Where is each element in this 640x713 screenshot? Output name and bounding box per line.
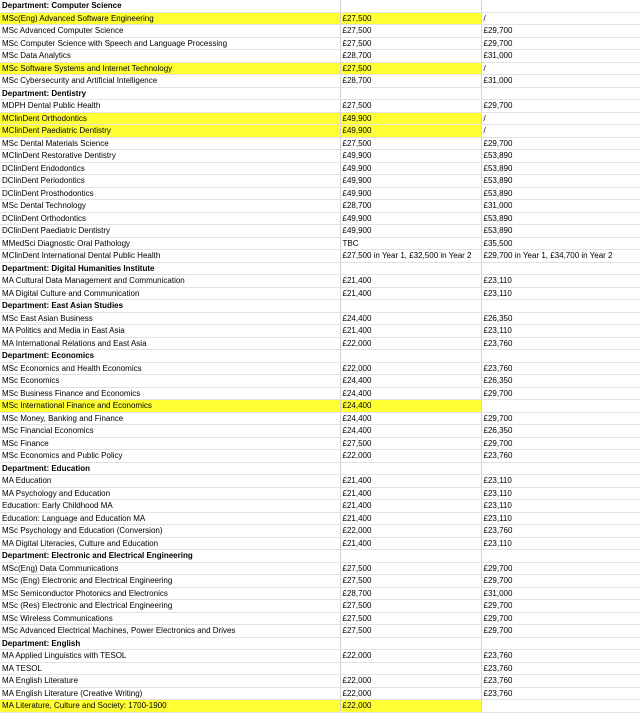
course-row <box>0 575 640 588</box>
fee-cell[interactable] <box>481 350 640 363</box>
course-row <box>0 237 640 250</box>
fee-cell[interactable]: £22,000 <box>340 700 481 713</box>
course-name-cell[interactable]: MA Cultural Data Management and Communication <box>0 275 340 288</box>
course-name-cell[interactable]: MA Politics and Media in East Asia <box>0 325 340 338</box>
fee-cell[interactable]: £29,700 <box>481 575 640 588</box>
course-row <box>0 25 640 38</box>
fee-cell[interactable]: £29,700 <box>481 100 640 113</box>
fee-cell[interactable]: £23,760 <box>481 687 640 700</box>
fee-cell[interactable] <box>481 300 640 313</box>
fee-cell[interactable] <box>340 637 481 650</box>
fee-cell[interactable] <box>481 0 640 12</box>
fee-cell[interactable]: £26,350 <box>481 375 640 388</box>
course-row <box>0 50 640 63</box>
course-row <box>0 400 640 413</box>
fee-cell[interactable]: £24,400 <box>340 400 481 413</box>
fee-cell[interactable]: £23,110 <box>481 500 640 513</box>
fee-cell[interactable]: £22,000 <box>340 687 481 700</box>
fee-cell[interactable] <box>481 637 640 650</box>
course-row <box>0 112 640 125</box>
fee-cell[interactable]: £23,110 <box>481 275 640 288</box>
course-row <box>0 325 640 338</box>
fee-cell[interactable] <box>481 700 640 713</box>
course-row <box>0 362 640 375</box>
fee-cell[interactable]: £23,110 <box>481 487 640 500</box>
course-row <box>0 562 640 575</box>
fee-cell[interactable]: £53,890 <box>481 225 640 238</box>
fee-cell[interactable]: £31,000 <box>481 200 640 213</box>
fee-cell[interactable]: / <box>481 62 640 75</box>
course-row <box>0 587 640 600</box>
fee-cell[interactable]: £53,890 <box>481 212 640 225</box>
course-name-cell[interactable]: MSc Business Finance and Economics <box>0 387 340 400</box>
fee-cell[interactable]: £29,700 <box>481 25 640 38</box>
fee-cell[interactable]: £49,900 <box>340 212 481 225</box>
fee-cell[interactable]: £29,700 <box>481 600 640 613</box>
course-row <box>0 187 640 200</box>
department-name-cell[interactable]: Department: Education <box>0 462 340 475</box>
fee-cell[interactable]: £24,400 <box>340 425 481 438</box>
fee-cell[interactable]: / <box>481 112 640 125</box>
fee-cell[interactable]: £27,500 in Year 1, £32,500 in Year 2 <box>340 250 481 263</box>
course-name-cell[interactable]: MClinDent Orthodontics <box>0 112 340 125</box>
course-name-cell[interactable]: MSc (Eng) Electronic and Electrical Engineering <box>0 575 340 588</box>
course-row <box>0 337 640 350</box>
fee-cell[interactable]: £21,400 <box>340 512 481 525</box>
course-row <box>0 250 640 263</box>
course-name-cell[interactable]: MSc Computer Science with Speech and Language Processing <box>0 37 340 50</box>
course-name-cell[interactable]: MSc Economics <box>0 375 340 388</box>
fee-cell[interactable]: £23,760 <box>481 525 640 538</box>
fee-cell[interactable]: £29,700 <box>481 612 640 625</box>
course-name-cell[interactable]: MSc Economics and Public Policy <box>0 450 340 463</box>
department-name-cell[interactable]: Department: Economics <box>0 350 340 363</box>
fee-cell[interactable] <box>340 350 481 363</box>
fee-cell[interactable] <box>340 300 481 313</box>
course-row <box>0 612 640 625</box>
course-name-cell[interactable]: MSc Software Systems and Internet Technology <box>0 62 340 75</box>
fee-cell[interactable]: £49,900 <box>340 225 481 238</box>
course-row <box>0 375 640 388</box>
department-header-row <box>0 637 640 650</box>
department-header-row <box>0 262 640 275</box>
fee-cell[interactable]: £22,000 <box>340 675 481 688</box>
fee-cell[interactable]: TBC <box>340 237 481 250</box>
course-row <box>0 150 640 163</box>
course-name-cell[interactable]: MSc Psychology and Education (Conversion) <box>0 525 340 538</box>
fee-cell[interactable]: £24,400 <box>340 375 481 388</box>
fee-cell[interactable]: £23,760 <box>481 337 640 350</box>
course-name-cell[interactable]: MSc Semiconductor Photonics and Electronics <box>0 587 340 600</box>
course-name-cell[interactable]: MClinDent International Dental Public Health <box>0 250 340 263</box>
course-row <box>0 212 640 225</box>
course-row <box>0 425 640 438</box>
department-name-cell[interactable]: Department: East Asian Studies <box>0 300 340 313</box>
fee-cell[interactable]: £27,500 <box>340 37 481 50</box>
fee-cell[interactable]: £23,110 <box>481 287 640 300</box>
course-row <box>0 312 640 325</box>
course-name-cell[interactable]: MSc Advanced Computer Science <box>0 25 340 38</box>
fee-cell[interactable]: £21,400 <box>340 500 481 513</box>
course-row <box>0 287 640 300</box>
fee-cell[interactable]: £27,500 <box>340 575 481 588</box>
fee-cell[interactable]: £28,700 <box>340 75 481 88</box>
department-name-cell[interactable]: Department: Computer Science <box>0 0 340 12</box>
fee-cell[interactable]: £27,500 <box>340 12 481 25</box>
course-name-cell[interactable]: DClinDent Prosthodontics <box>0 187 340 200</box>
course-row <box>0 687 640 700</box>
fee-cell[interactable]: £23,110 <box>481 512 640 525</box>
department-name-cell[interactable]: Department: Dentistry <box>0 87 340 100</box>
course-name-cell[interactable]: DClinDent Orthodontics <box>0 212 340 225</box>
course-row <box>0 75 640 88</box>
fee-cell[interactable]: £23,110 <box>481 537 640 550</box>
fee-cell[interactable]: £31,000 <box>481 587 640 600</box>
fee-cell[interactable]: £29,700 <box>481 137 640 150</box>
fee-cell[interactable]: £27,500 <box>340 562 481 575</box>
fee-cell[interactable]: £27,500 <box>340 137 481 150</box>
fee-cell[interactable]: £23,760 <box>481 675 640 688</box>
course-name-cell[interactable]: MA Literature, Culture and Society: 1700-1900 <box>0 700 340 713</box>
course-name-cell[interactable]: Education: Language and Education MA <box>0 512 340 525</box>
course-name-cell[interactable]: MSc Wireless Communications <box>0 612 340 625</box>
fee-cell[interactable]: £49,900 <box>340 162 481 175</box>
course-row <box>0 650 640 663</box>
department-header-row <box>0 0 640 12</box>
fee-cell[interactable]: £53,890 <box>481 150 640 163</box>
fee-cell[interactable]: £22,000 <box>340 650 481 663</box>
fee-cell[interactable]: £49,900 <box>340 175 481 188</box>
fee-cell[interactable]: £49,900 <box>340 187 481 200</box>
fee-cell[interactable]: £53,890 <box>481 187 640 200</box>
course-row <box>0 412 640 425</box>
fee-cell[interactable] <box>481 262 640 275</box>
course-row <box>0 450 640 463</box>
fee-cell[interactable] <box>340 0 481 12</box>
department-name-cell[interactable]: Department: English <box>0 637 340 650</box>
fee-cell[interactable]: £21,400 <box>340 275 481 288</box>
fee-cell[interactable]: £21,400 <box>340 287 481 300</box>
course-row <box>0 275 640 288</box>
course-name-cell[interactable]: DClinDent Paediatric Dentistry <box>0 225 340 238</box>
fee-cell[interactable]: £49,900 <box>340 150 481 163</box>
department-header-row <box>0 550 640 563</box>
department-header-row <box>0 350 640 363</box>
fee-cell[interactable] <box>481 550 640 563</box>
course-row <box>0 100 640 113</box>
fee-cell[interactable]: £29,700 <box>481 37 640 50</box>
course-row <box>0 437 640 450</box>
course-name-cell[interactable]: MClinDent Restorative Dentistry <box>0 150 340 163</box>
fee-cell[interactable]: £23,760 <box>481 362 640 375</box>
course-name-cell[interactable]: MSc (Res) Electronic and Electrical Engineering <box>0 600 340 613</box>
course-name-cell[interactable]: MSc(Eng) Advanced Software Engineering <box>0 12 340 25</box>
fee-cell[interactable] <box>340 662 481 675</box>
course-row <box>0 675 640 688</box>
course-row <box>0 475 640 488</box>
fee-cell[interactable]: £27,500 <box>340 25 481 38</box>
course-row <box>0 137 640 150</box>
fee-cell[interactable]: £29,700 <box>481 562 640 575</box>
course-name-cell[interactable]: MA Applied Linguistics with TESOL <box>0 650 340 663</box>
course-row <box>0 37 640 50</box>
fee-cell[interactable] <box>481 400 640 413</box>
course-row <box>0 387 640 400</box>
fee-cell[interactable]: £26,350 <box>481 312 640 325</box>
course-row <box>0 537 640 550</box>
course-name-cell[interactable]: MSc Money, Banking and Finance <box>0 412 340 425</box>
fee-cell[interactable] <box>340 462 481 475</box>
fee-cell[interactable]: £27,500 <box>340 600 481 613</box>
course-name-cell[interactable]: MA Education <box>0 475 340 488</box>
fee-cell[interactable]: £29,700 <box>481 412 640 425</box>
fee-cell[interactable]: £53,890 <box>481 175 640 188</box>
fee-cell[interactable]: £31,000 <box>481 75 640 88</box>
course-row <box>0 600 640 613</box>
fee-cell[interactable]: £35,500 <box>481 237 640 250</box>
course-name-cell[interactable]: MSc Dental Materials Science <box>0 137 340 150</box>
fee-cell[interactable]: / <box>481 12 640 25</box>
fee-cell[interactable]: £29,700 in Year 1, £34,700 in Year 2 <box>481 250 640 263</box>
fee-cell[interactable]: £49,900 <box>340 112 481 125</box>
course-name-cell[interactable]: MSc Economics and Health Economics <box>0 362 340 375</box>
fee-cell[interactable] <box>340 262 481 275</box>
fee-cell[interactable]: £49,900 <box>340 125 481 138</box>
course-name-cell[interactable]: MSc Cybersecurity and Artificial Intelligence <box>0 75 340 88</box>
course-row <box>0 12 640 25</box>
course-name-cell[interactable]: MA English Literature (Creative Writing) <box>0 687 340 700</box>
course-name-cell[interactable]: MSc Advanced Electrical Machines, Power Electronics and Drives <box>0 625 340 638</box>
course-name-cell[interactable]: MSc Financial Economics <box>0 425 340 438</box>
fee-cell[interactable] <box>340 87 481 100</box>
fee-cell[interactable]: £27,500 <box>340 62 481 75</box>
course-name-cell[interactable]: MSc East Asian Business <box>0 312 340 325</box>
course-name-cell[interactable]: MA Digital Literacies, Culture and Education <box>0 537 340 550</box>
fee-cell[interactable]: £21,400 <box>340 487 481 500</box>
fee-cell[interactable]: £21,400 <box>340 325 481 338</box>
course-name-cell[interactable]: MA Digital Culture and Communication <box>0 287 340 300</box>
course-row <box>0 162 640 175</box>
fee-cell[interactable]: £22,000 <box>340 337 481 350</box>
fee-cell[interactable]: £23,760 <box>481 662 640 675</box>
fee-cell[interactable]: £29,700 <box>481 437 640 450</box>
course-name-cell[interactable]: MSc Data Analytics <box>0 50 340 63</box>
fee-cell[interactable] <box>481 87 640 100</box>
fee-cell[interactable]: £24,400 <box>340 312 481 325</box>
course-row <box>0 512 640 525</box>
fee-cell[interactable]: £26,350 <box>481 425 640 438</box>
fee-cell[interactable]: £22,000 <box>340 525 481 538</box>
course-row <box>0 487 640 500</box>
course-row <box>0 175 640 188</box>
fee-cell[interactable] <box>481 462 640 475</box>
course-name-cell[interactable]: MSc Dental Technology <box>0 200 340 213</box>
course-name-cell[interactable]: DClinDent Periodontics <box>0 175 340 188</box>
fee-cell[interactable]: £28,700 <box>340 200 481 213</box>
fee-cell[interactable]: £23,760 <box>481 650 640 663</box>
course-name-cell[interactable]: MSc(Eng) Data Communications <box>0 562 340 575</box>
course-name-cell[interactable]: MA TESOL <box>0 662 340 675</box>
fee-cell[interactable]: £31,000 <box>481 50 640 63</box>
fee-cell[interactable]: £21,400 <box>340 475 481 488</box>
fee-cell[interactable]: £27,500 <box>340 100 481 113</box>
department-name-cell[interactable]: Department: Electronic and Electrical Engineering <box>0 550 340 563</box>
fee-cell[interactable]: £29,700 <box>481 625 640 638</box>
course-name-cell[interactable]: DClinDent Endodontics <box>0 162 340 175</box>
course-row <box>0 662 640 675</box>
fee-cell[interactable]: / <box>481 125 640 138</box>
course-name-cell[interactable]: MMedSci Diagnostic Oral Pathology <box>0 237 340 250</box>
course-name-cell[interactable]: MA English Literature <box>0 675 340 688</box>
fee-cell[interactable] <box>340 550 481 563</box>
fee-cell[interactable]: £27,500 <box>340 625 481 638</box>
fee-cell[interactable]: £21,400 <box>340 537 481 550</box>
fee-cell[interactable]: £23,110 <box>481 475 640 488</box>
course-row <box>0 125 640 138</box>
course-name-cell[interactable]: MSc Finance <box>0 437 340 450</box>
course-name-cell[interactable]: MA Psychology and Education <box>0 487 340 500</box>
fee-cell[interactable]: £23,760 <box>481 450 640 463</box>
fee-cell[interactable]: £23,110 <box>481 325 640 338</box>
department-header-row <box>0 87 640 100</box>
course-name-cell[interactable]: Education: Early Childhood MA <box>0 500 340 513</box>
fee-cell[interactable]: £29,700 <box>481 387 640 400</box>
fee-cell[interactable]: £24,400 <box>340 412 481 425</box>
fee-cell[interactable]: £28,700 <box>340 50 481 63</box>
fee-cell[interactable]: £27,500 <box>340 437 481 450</box>
course-row <box>0 625 640 638</box>
fee-cell[interactable]: £28,700 <box>340 587 481 600</box>
department-header-row <box>0 300 640 313</box>
course-name-cell[interactable]: MClinDent Paediatric Dentistry <box>0 125 340 138</box>
course-name-cell[interactable]: MSc International Finance and Economics <box>0 400 340 413</box>
fee-cell[interactable]: £27,500 <box>340 612 481 625</box>
course-name-cell[interactable]: MA International Relations and East Asia <box>0 337 340 350</box>
department-header-row <box>0 462 640 475</box>
fee-cell[interactable]: £53,890 <box>481 162 640 175</box>
fee-cell[interactable]: £22,000 <box>340 450 481 463</box>
course-row <box>0 62 640 75</box>
fee-cell[interactable]: £24,400 <box>340 387 481 400</box>
course-row <box>0 525 640 538</box>
course-name-cell[interactable]: MDPH Dental Public Health <box>0 100 340 113</box>
department-name-cell[interactable]: Department: Digital Humanities Institute <box>0 262 340 275</box>
course-row <box>0 225 640 238</box>
fee-cell[interactable]: £22,000 <box>340 362 481 375</box>
course-row <box>0 200 640 213</box>
course-row <box>0 700 640 713</box>
course-row <box>0 500 640 513</box>
